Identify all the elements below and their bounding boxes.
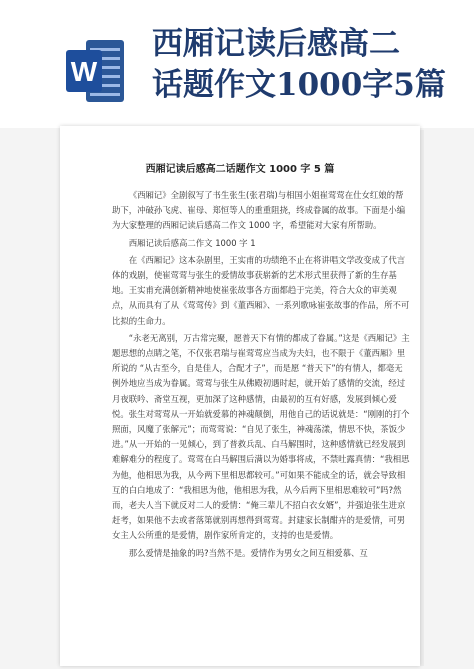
banner-title-line-2: 话题作文1000字5篇	[152, 67, 446, 103]
essay-subtitle: 西厢记读后感高二作文 1000 字 1	[128, 237, 256, 248]
header-banner	[0, 0, 474, 128]
banner-title-line-1: 西厢记读后感高二	[152, 26, 400, 62]
banner-title	[152, 24, 466, 106]
paragraph-1: 在《西厢记》这本杂剧里，王实甫的功绩绝不止在将讲唱文学改变成了代言体的戏剧，使崔莺莺与张生的爱情故事获崭新的艺术形式里获得了新的生存基地。王实甫充满创新精神地使崔张故事各方面都趋于完美，符合大众的审美观点，从而具有了从《莺莺传》到《董西厢》、一系列歌咏崔张故事的作品，所不可比拟的生命力。	[112, 254, 410, 326]
word-logo-letter: W	[70, 56, 98, 87]
word-document-icon	[64, 36, 128, 106]
paragraph-2: “永老无离别，万古常完聚，愿普天下有情的都成了眷属。”这是《西厢记》主题思想的点睛之笔，不仅张君瑞与崔莺莺应当成为夫妇，也不限于《董西厢》里所说的 “从古至今，自是佳人，合配才子”，而是愿 “普天下”的有情人，都毫无例外地应当成为眷属。莺莺与张生从佛殿初遇时起，就开始了感情的交流，经过月夜联吟、斋堂互视，更加深了这种感情，由最初的互有好感，发展到倾心爱悦。张生对莺莺从一开始就爱慕的神魂颠倒，用他自己的话说就是：“刚刚的打个照面，风魔了张解元”；而莺莺说：“自见了张生，神魂荡漾，情思不快，茶饭少进。”从一开始的一见倾心，到了普救兵乱、白马解围时，这种感情就已经发展到难解难分的程度了。莺莺在白马解围后满以为婚事将成，不禁吐露真情：“我相思为他，他相思为我，从今两下里相思都较可。”可如果不能成全的话，就会导致相互的白白地成了：“我相思为他，他相思为我，从今后两下里相思难较可”吗?然而，老夫人当下就反对二人的爱情：“俺三辈儿不招白衣女婿”，并强迫张生进京赶考，如果他不去或者落第就别再想得到莺莺。封建家长制酣卉的是爱情，可男女主人公所重的是爱情，剧作家所肯定的，支持的也是爱情。	[112, 332, 410, 541]
paragraph-3: 那么爱情是抽象的吗?当然不是。爱情作为男女之间互相爱慕、互	[128, 547, 368, 558]
document-body	[112, 188, 410, 563]
paragraph-intro: 《西厢记》全剧叙写了书生张生(张君瑞)与相国小姐崔莺莺在仕女红娘的帮助下，冲破孙飞虎、崔母、郑恒等人的重重阻挠，终成眷属的故事。下面是小编为大家整理的西厢记读后感高二作文 1000 字，希望能对大家有所帮助。	[112, 190, 406, 231]
document-page	[60, 126, 420, 666]
document-title: 西厢记读后感高二话题作文 1000 字 5 篇	[145, 164, 335, 175]
